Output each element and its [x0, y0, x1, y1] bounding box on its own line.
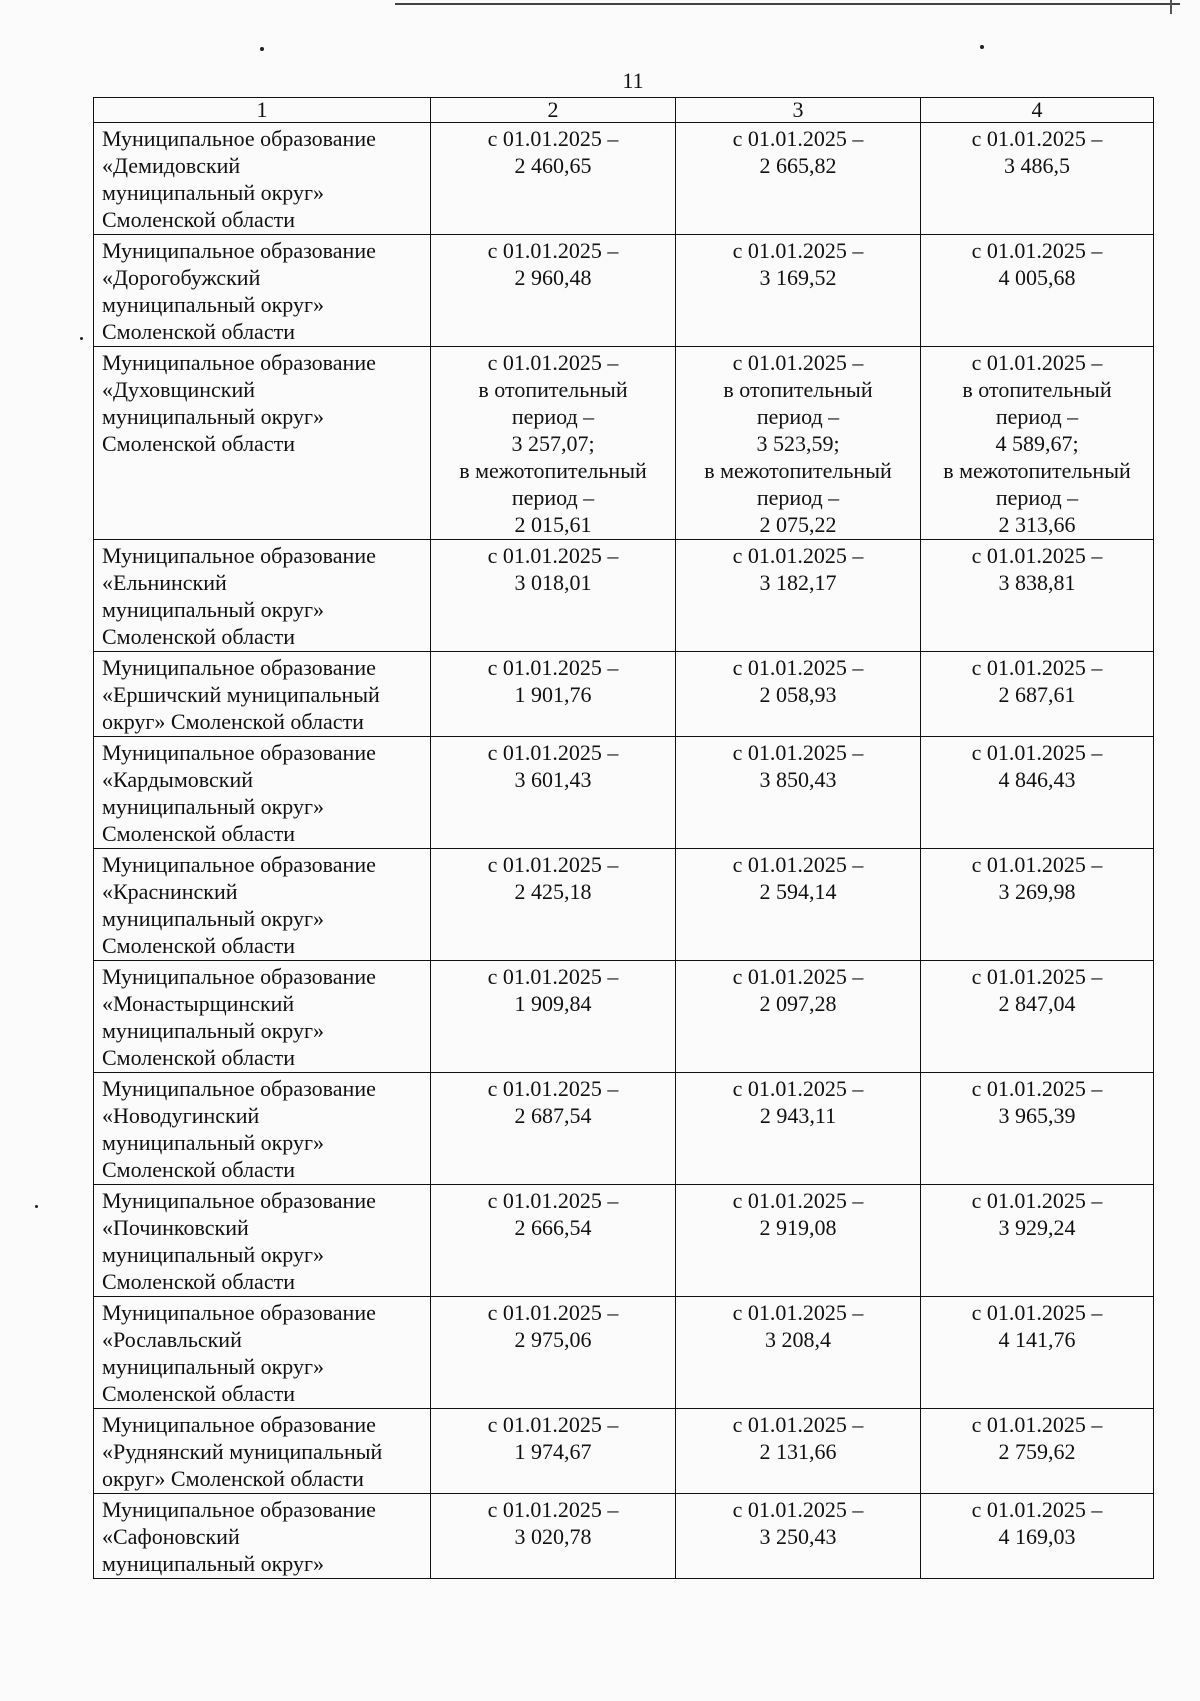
municipality-name-cell-line: муниципальный округ»: [102, 1130, 325, 1155]
municipality-name-cell-line: «Краснинский: [102, 879, 238, 904]
municipality-name-cell-line: «Починковский: [102, 1215, 249, 1240]
municipality-name-cell-line: Смоленской области: [102, 821, 295, 846]
tariff-cell-col4: [921, 849, 1154, 961]
municipality-name-cell-line: Смоленской области: [102, 1269, 295, 1294]
tariff-cell-col2: [431, 849, 676, 961]
scan-speck: [80, 337, 83, 340]
tariff-cell-col3: [676, 961, 921, 1073]
tariff-cell-col3-line: 2 058,93: [759, 682, 837, 707]
tariff-cell-col4-line: с 01.01.2025 –: [971, 1497, 1103, 1522]
tariff-cell-col3-line: в межотопительный: [704, 458, 892, 483]
municipality-name-cell: [94, 961, 431, 1073]
tariff-cell-col2: [431, 235, 676, 347]
municipality-name-cell-line: «Духовщинский: [102, 377, 256, 402]
tariff-cell-col2-line: с 01.01.2025 –: [487, 740, 619, 765]
column-header: 2: [431, 98, 676, 123]
tariff-cell-col2: [431, 1409, 676, 1494]
tariff-cell-col2-line: в межотопительный: [459, 458, 647, 483]
municipality-name-cell-line: муниципальный округ»: [102, 597, 325, 622]
tariff-cell-col2: [431, 123, 676, 235]
municipality-name-cell-line: «Ершичский муниципальный: [102, 682, 380, 707]
tariff-cell-col2-line: с 01.01.2025 –: [487, 543, 619, 568]
municipality-name-cell: [94, 347, 431, 540]
tariff-cell-col3-line: с 01.01.2025 –: [732, 852, 864, 877]
table-row: [94, 737, 1154, 849]
column-header: 1: [94, 98, 431, 123]
tariff-cell-col3-line: 3 169,52: [759, 265, 837, 290]
tariff-cell-col4-line: с 01.01.2025 –: [971, 543, 1103, 568]
tariff-cell-col4-line: с 01.01.2025 –: [971, 655, 1103, 680]
table-row: [94, 1409, 1154, 1494]
tariff-cell-col4-line: 2 847,04: [998, 991, 1076, 1016]
tariff-cell-col2: [431, 1185, 676, 1297]
municipality-name-cell-line: муниципальный округ»: [102, 1354, 325, 1379]
tariff-cell-col4-line: с 01.01.2025 –: [971, 1412, 1103, 1437]
tariff-cell-col2-line: период –: [511, 485, 595, 510]
tariff-cell-col2: [431, 1297, 676, 1409]
municipality-name-cell-line: Муниципальное образование: [102, 964, 376, 989]
tariff-cell-col2-line: с 01.01.2025 –: [487, 1300, 619, 1325]
scan-artifact-line: [395, 3, 1180, 5]
column-header: 3: [676, 98, 921, 123]
scan-speck: [980, 45, 984, 49]
municipality-name-cell: [94, 737, 431, 849]
tariff-cell-col3-line: с 01.01.2025 –: [732, 1497, 864, 1522]
tariff-cell-col4-line: 2 313,66: [998, 512, 1076, 537]
tariff-cell-col2-line: в отопительный: [478, 377, 628, 402]
tariff-cell-col4: [921, 347, 1154, 540]
municipality-name-cell-line: муниципальный округ»: [102, 292, 325, 317]
tariff-cell-col2-line: 3 601,43: [514, 767, 592, 792]
municipality-name-cell-line: округ» Смоленской области: [102, 1466, 364, 1491]
municipality-name-cell-line: Муниципальное образование: [102, 1412, 376, 1437]
tariff-cell-col3-line: с 01.01.2025 –: [732, 126, 864, 151]
tariff-cell-col3-line: с 01.01.2025 –: [732, 1300, 864, 1325]
municipality-name-cell: [94, 235, 431, 347]
tariff-cell-col4: [921, 652, 1154, 737]
tariff-cell-col2-line: с 01.01.2025 –: [487, 1188, 619, 1213]
municipality-name-cell-line: «Сафоновский: [102, 1524, 240, 1549]
table-row: [94, 961, 1154, 1073]
municipality-name-cell: [94, 1297, 431, 1409]
tariff-cell-col2-line: с 01.01.2025 –: [487, 964, 619, 989]
column-number-row: [94, 98, 1154, 123]
municipality-name-cell: [94, 1185, 431, 1297]
tariff-cell-col4-line: 4 846,43: [998, 767, 1076, 792]
tariff-cell-col2: [431, 737, 676, 849]
tariff-table: [93, 97, 1154, 1579]
tariff-cell-col2-line: 2 960,48: [514, 265, 592, 290]
tariff-cell-col4: [921, 540, 1154, 652]
tariff-cell-col2-line: 3 018,01: [514, 570, 592, 595]
municipality-name-cell: [94, 1409, 431, 1494]
municipality-name-cell-line: Смоленской области: [102, 319, 295, 344]
tariff-cell-col2-line: с 01.01.2025 –: [487, 126, 619, 151]
tariff-cell-col3: [676, 652, 921, 737]
tariff-cell-col3-line: 3 182,17: [759, 570, 837, 595]
tariff-cell-col4: [921, 1494, 1154, 1579]
municipality-name-cell-line: «Руднянский муниципальный: [102, 1439, 383, 1464]
municipality-name-cell-line: Муниципальное образование: [102, 1300, 376, 1325]
column-header: 4: [921, 98, 1154, 123]
table-row: [94, 1494, 1154, 1579]
municipality-name-cell-line: муниципальный округ»: [102, 1018, 325, 1043]
tariff-cell-col2: [431, 1073, 676, 1185]
municipality-name-cell-line: муниципальный округ»: [102, 1242, 325, 1267]
table-row: [94, 235, 1154, 347]
tariff-cell-col3-line: период –: [756, 404, 840, 429]
municipality-name-cell: [94, 849, 431, 961]
tariff-cell-col3-line: период –: [756, 485, 840, 510]
tariff-cell-col3-line: с 01.01.2025 –: [732, 740, 864, 765]
table-row: [94, 347, 1154, 540]
tariff-cell-col2-line: с 01.01.2025 –: [487, 1076, 619, 1101]
tariff-cell-col3-line: 2 943,11: [759, 1103, 837, 1128]
tariff-cell-col3-line: с 01.01.2025 –: [732, 350, 864, 375]
tariff-cell-col3: [676, 347, 921, 540]
tariff-cell-col2: [431, 961, 676, 1073]
tariff-cell-col3: [676, 1073, 921, 1185]
municipality-name-cell-line: Муниципальное образование: [102, 1076, 376, 1101]
tariff-cell-col3-line: 2 131,66: [759, 1439, 837, 1464]
municipality-name-cell: [94, 1073, 431, 1185]
municipality-name-cell-line: «Ельнинский: [102, 570, 227, 595]
tariff-cell-col3-line: с 01.01.2025 –: [732, 1412, 864, 1437]
tariff-cell-col3-line: с 01.01.2025 –: [732, 655, 864, 680]
tariff-cell-col4-line: 2 687,61: [998, 682, 1076, 707]
municipality-name-cell-line: Муниципальное образование: [102, 543, 376, 568]
tariff-cell-col2-line: 1 974,67: [514, 1439, 592, 1464]
tariff-cell-col2-line: с 01.01.2025 –: [487, 350, 619, 375]
tariff-cell-col3: [676, 849, 921, 961]
tariff-cell-col2-line: 3 257,07;: [511, 431, 595, 456]
tariff-cell-col4: [921, 961, 1154, 1073]
municipality-name-cell-line: муниципальный округ»: [102, 180, 325, 205]
municipality-name-cell-line: Смоленской области: [102, 1045, 295, 1070]
tariff-cell-col4-line: 3 486,5: [1004, 153, 1070, 178]
tariff-cell-col3: [676, 235, 921, 347]
tariff-cell-col4: [921, 737, 1154, 849]
tariff-cell-col2-line: с 01.01.2025 –: [487, 238, 619, 263]
municipality-name-cell-line: Смоленской области: [102, 1157, 295, 1182]
municipality-name-cell-line: Муниципальное образование: [102, 350, 376, 375]
tariff-cell-col3-line: 2 097,28: [759, 991, 837, 1016]
tariff-cell-col2-line: с 01.01.2025 –: [487, 1497, 619, 1522]
tariff-cell-col4: [921, 1073, 1154, 1185]
municipality-name-cell-line: Смоленской области: [102, 1381, 295, 1406]
tariff-cell-col4-line: 3 269,98: [998, 879, 1076, 904]
tariff-cell-col2: [431, 652, 676, 737]
tariff-cell-col4-line: с 01.01.2025 –: [971, 126, 1103, 151]
table-row: [94, 652, 1154, 737]
municipality-name-cell-line: Муниципальное образование: [102, 852, 376, 877]
tariff-cell-col3: [676, 123, 921, 235]
tariff-cell-col2-line: период –: [511, 404, 595, 429]
municipality-name-cell-line: «Демидовский: [102, 153, 241, 178]
municipality-name-cell-line: Муниципальное образование: [102, 1188, 376, 1213]
tariff-cell-col4-line: с 01.01.2025 –: [971, 1188, 1103, 1213]
table-row: [94, 1185, 1154, 1297]
scan-speck: [35, 1205, 38, 1208]
tariff-cell-col2-line: 3 020,78: [514, 1524, 592, 1549]
scan-speck: [260, 47, 264, 51]
tariff-cell-col2-line: 1 909,84: [514, 991, 592, 1016]
tariff-cell-col4-line: в межотопительный: [943, 458, 1131, 483]
tariff-cell-col4-line: с 01.01.2025 –: [971, 852, 1103, 877]
tariff-cell-col4-line: 4 005,68: [998, 265, 1076, 290]
tariff-cell-col2-line: 2 425,18: [514, 879, 592, 904]
table-body: [94, 123, 1154, 1579]
municipality-name-cell: [94, 540, 431, 652]
municipality-name-cell-line: Муниципальное образование: [102, 126, 376, 151]
tariff-cell-col2-line: 2 666,54: [514, 1215, 592, 1240]
municipality-name-cell-line: муниципальный округ»: [102, 404, 325, 429]
tariff-cell-col2-line: с 01.01.2025 –: [487, 655, 619, 680]
tariff-cell-col3-line: с 01.01.2025 –: [732, 1076, 864, 1101]
tariff-cell-col3-line: 3 250,43: [759, 1524, 837, 1549]
tariff-cell-col4: [921, 1409, 1154, 1494]
tariff-cell-col3-line: 2 919,08: [759, 1215, 837, 1240]
tariff-cell-col4-line: с 01.01.2025 –: [971, 1300, 1103, 1325]
tariff-cell-col4-line: 4 589,67;: [995, 431, 1079, 456]
table-row: [94, 1297, 1154, 1409]
municipality-name-cell-line: «Новодугинский: [102, 1103, 260, 1128]
municipality-name-cell: [94, 1494, 431, 1579]
municipality-name-cell-line: округ» Смоленской области: [102, 709, 364, 734]
municipality-name-cell-line: «Рославльский: [102, 1327, 242, 1352]
tariff-cell-col2-line: 2 015,61: [514, 512, 592, 537]
municipality-name-cell-line: «Дорогобужский: [102, 265, 261, 290]
municipality-name-cell: [94, 123, 431, 235]
municipality-name-cell-line: муниципальный округ»: [102, 906, 325, 931]
tariff-cell-col3: [676, 540, 921, 652]
tariff-cell-col4-line: 2 759,62: [998, 1439, 1076, 1464]
municipality-name-cell-line: Муниципальное образование: [102, 1497, 376, 1522]
tariff-cell-col3-line: с 01.01.2025 –: [732, 543, 864, 568]
municipality-name-cell: [94, 652, 431, 737]
tariff-cell-col4: [921, 1297, 1154, 1409]
table-row: [94, 123, 1154, 235]
municipality-name-cell-line: Смоленской области: [102, 207, 295, 232]
tariff-cell-col4-line: 3 929,24: [998, 1215, 1076, 1240]
tariff-cell-col4-line: с 01.01.2025 –: [971, 350, 1103, 375]
tariff-cell-col4-line: период –: [995, 404, 1079, 429]
tariff-cell-col4-line: с 01.01.2025 –: [971, 1076, 1103, 1101]
municipality-name-cell-line: Смоленской области: [102, 431, 295, 456]
tariff-cell-col2: [431, 540, 676, 652]
municipality-name-cell-line: Смоленской области: [102, 624, 295, 649]
tariff-cell-col3-line: в отопительный: [723, 377, 873, 402]
tariff-cell-col3-line: 2 665,82: [759, 153, 837, 178]
tariff-cell-col3-line: 2 594,14: [759, 879, 837, 904]
tariff-cell-col4: [921, 123, 1154, 235]
tariff-cell-col4: [921, 235, 1154, 347]
tariff-cell-col2-line: 1 901,76: [514, 682, 592, 707]
tariff-cell-col4-line: 4 141,76: [998, 1327, 1076, 1352]
tariff-cell-col3-line: 3 208,4: [765, 1327, 831, 1352]
municipality-name-cell-line: «Монастырщинский: [102, 991, 295, 1016]
tariff-cell-col3-line: 3 523,59;: [756, 431, 840, 456]
tariff-cell-col4-line: в отопительный: [962, 377, 1112, 402]
municipality-name-cell-line: Смоленской области: [102, 933, 295, 958]
tariff-cell-col3-line: 3 850,43: [759, 767, 837, 792]
tariff-cell-col2-line: 2 687,54: [514, 1103, 592, 1128]
municipality-name-cell-line: Муниципальное образование: [102, 655, 376, 680]
tariff-cell-col2-line: 2 975,06: [514, 1327, 592, 1352]
tariff-cell-col2-line: с 01.01.2025 –: [487, 852, 619, 877]
tariff-cell-col3: [676, 1297, 921, 1409]
tariff-cell-col3-line: с 01.01.2025 –: [732, 964, 864, 989]
tariff-cell-col3: [676, 737, 921, 849]
tariff-cell-col3: [676, 1185, 921, 1297]
tariff-cell-col4-line: 4 169,03: [998, 1524, 1076, 1549]
municipality-name-cell-line: муниципальный округ»: [102, 1551, 325, 1576]
tariff-cell-col4-line: с 01.01.2025 –: [971, 964, 1103, 989]
table-row: [94, 540, 1154, 652]
tariff-cell-col3-line: 2 075,22: [759, 512, 837, 537]
tariff-cell-col2: [431, 347, 676, 540]
municipality-name-cell-line: «Кардымовский: [102, 767, 254, 792]
tariff-cell-col2-line: с 01.01.2025 –: [487, 1412, 619, 1437]
tariff-cell-col4: [921, 1185, 1154, 1297]
municipality-name-cell-line: муниципальный округ»: [102, 794, 325, 819]
tariff-cell-col4-line: 3 838,81: [998, 570, 1076, 595]
tariff-cell-col3: [676, 1409, 921, 1494]
tariff-cell-col3-line: с 01.01.2025 –: [732, 238, 864, 263]
tariff-cell-col4-line: 3 965,39: [998, 1103, 1076, 1128]
municipality-name-cell-line: Муниципальное образование: [102, 740, 376, 765]
municipality-name-cell-line: Муниципальное образование: [102, 238, 376, 263]
tariff-cell-col3: [676, 1494, 921, 1579]
tariff-cell-col4-line: с 01.01.2025 –: [971, 740, 1103, 765]
tariff-cell-col2: [431, 1494, 676, 1579]
table-row: [94, 1073, 1154, 1185]
page-number: 11: [622, 68, 644, 93]
table-row: [94, 849, 1154, 961]
tariff-cell-col4-line: с 01.01.2025 –: [971, 238, 1103, 263]
tariff-cell-col3-line: с 01.01.2025 –: [732, 1188, 864, 1213]
scan-artifact-edge: [1170, 0, 1172, 14]
tariff-cell-col2-line: 2 460,65: [514, 153, 592, 178]
tariff-cell-col4-line: период –: [995, 485, 1079, 510]
